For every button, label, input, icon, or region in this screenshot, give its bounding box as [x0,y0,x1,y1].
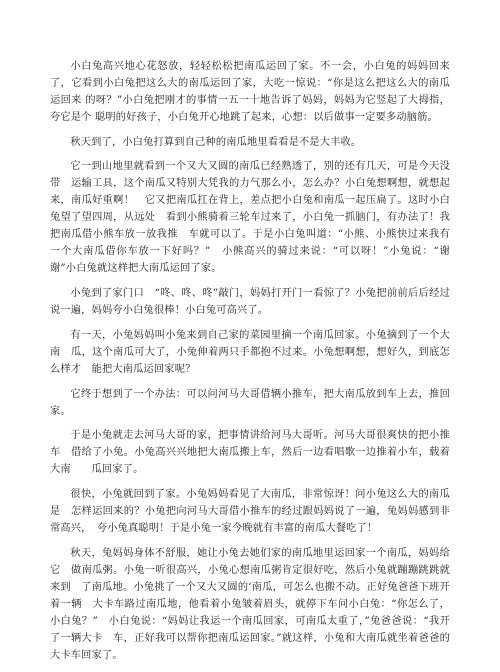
paragraph-7: 于是小兔就走去河马大哥的家，把事情讲给河马大哥听。河马大哥很爽快的把小推车 借给了小兔。小兔高兴兴地把大南瓜搬上车，然后一边看唱歌一边推着小车，载着大南 瓜回家了。 [50,430,450,475]
paragraph-9: 秋天，兔妈妈身体不舒服，她让小兔去她们家的南瓜地里运回家一个南瓜，妈妈给它 做南瓜粥。小兔一听很高兴，小兔心想南瓜粥肯定很好吃，然后小兔就蹦蹦跳跳就来到 了南瓜地。小兔挑了一个又大又圆的‘南瓜，可怎么也搬不动。正好兔爸爸下班开着一辆 大卡车路过南瓜地，他看着小兔皱着眉头，就停下车问小白兔：“你怎么了，小白兔？” 小白兔说：“妈妈让我运一个南瓜回家，可南瓜太重了，”兔爸爸说：“我开了一辆大卡 车，正好我可以帮你把南瓜运回家。”就这样，小兔和大南瓜就坐着爸爸的大卡车回家了。 [50,548,450,661]
paragraph-2: 秋天到了，小白兔打算到自己种的南瓜地里看看是不是大丰收。 [70,137,362,148]
paragraph-3: 它一到山地里就看到一个又大又圆的南瓜已经熟透了，别的还有几天，可是今天没带 运输工具，这个南瓜又特别大凭我的力气那么小，怎么办？小白兔想啊想，就想起来，南瓜好重啊！ 它又把南瓜扛在背上，差点把小白兔和南瓜一起压扁了。这时小白兔望了望四周，从远处 看到小熊骑着三轮车过来了，小白兔一抓脑门，有办法了！我把南瓜借小熊车放一放我推 车就可以了。于是小白兔叫道：“小熊、小熊快过来我有一个大南瓜借你车放一下好吗？” 小熊高兴的骑过来说：“可以呀！”小兔说：“谢谢”小白兔就这样把大南瓜运回了家。 [50,161,450,274]
paragraph-5: 有一天，小兔妈妈叫小兔来到自己家的菜园里摘一个南瓜回家。小兔摘到了一个大南 瓜，这个南瓜可大了，小兔伸着两只手都抱不过来。小兔想啊想，想好久，到底怎么样才 能把大南瓜运回家呢？ [50,330,450,375]
paragraph-6: 它终于想到了一个办法：可以问河马大哥借辆小推车，把大南瓜放到车上去，推回家。 [50,389,450,417]
paragraph-1: 小白兔高兴地心花怒放，轻轻松松把南瓜运回了家。不一会，小白兔的妈妈回来了，它看到小白兔把这么大的南瓜运回了家，大吃一惊说：“你是这么把这么大的南瓜运回来 的呀？”小白兔把刚才的事情一五一十地告诉了妈妈，妈妈为它竖起了大拇指，夸它是个 聪明的好孩子，小白兔开心地跳了起来，心想：以后做事一定要多动脑筋。 [50,61,450,123]
paragraph-4: 小兔到了家门口 “咚、咚、咚”敲门，妈妈打开门一看惊了？小兔把前前后后经过 说一遍，妈妈夸小白兔很棒！小白兔可高兴了。 [50,288,461,316]
paragraph-8: 很快，小兔就回到了家。小兔妈妈看见了大南瓜，非常惊讶！问小兔这么大的南瓜是 怎样运回来的？小兔把向河马大哥借小推车的经过跟妈妈说了一遍，兔妈妈感到非常高兴， 夸小兔真聪明！于是小兔一家今晚就有丰富的南瓜大餐吃了！ [50,489,450,534]
document-body [50,58,461,672]
